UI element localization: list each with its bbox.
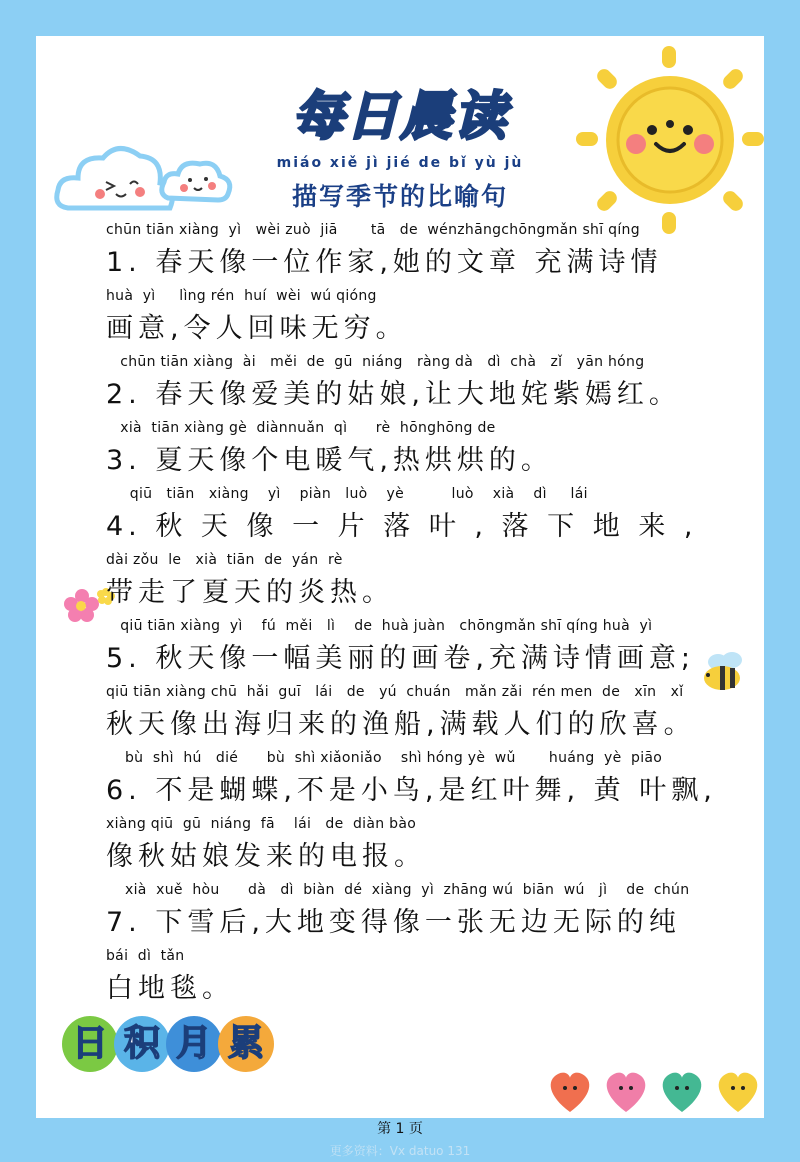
pinyin-line: bù shì hú dié bù shì xiǎoniǎo shì hóng yè wǔ huáng yè piāo [106,750,663,766]
page-number: 第 1 页 [377,1121,423,1137]
stamp-char: 日 [62,1016,118,1072]
page-title: 每日晨读 [291,87,508,147]
sentence-line: 画意,令人回味无穷。 [106,313,408,344]
sentence-line: 2. 春天像爱美的姑娘,让大地姹紫嫣红。 [106,379,681,410]
sentence-line: 6. 不是蝴蝶,不是小鸟,是红叶舞, 黄 叶飘, [106,775,717,806]
pinyin-line: xiàng qiū gū niáng fā lái de diàn bào [106,816,417,832]
sentence-line: 带走了夏天的炎热。 [106,577,394,608]
watermark: 更多资料：Vx datuo 131 [329,1144,471,1158]
daily-accumulation-stamp [62,1016,278,1072]
pinyin-line: chūn tiān xiàng yì wèi zuò jiā tā de wénzhāngchōngmǎn shī qíng [106,222,640,238]
stamp-char: 积 [114,1016,170,1072]
pinyin-line: chūn tiān xiàng ài měi de gū niáng ràng dà dì chà zǐ yān hóng [106,354,645,370]
sentence-line: 像秋姑娘发来的电报。 [106,841,426,872]
pinyin-line: xià tiān xiàng gè diànnuǎn qì rè hōnghōng de [106,420,496,436]
subtitle-pinyin: miáo xiě jì jié de bǐ yù jù [276,155,524,171]
sentence-line: 4. 秋 天 像 一 片 落 叶 , 落 下 地 来 , [106,511,698,542]
pinyin-line: bái dì tǎn [106,948,185,964]
pinyin-line: qiū tiān xiàng chū hǎi guī lái de yú chuán mǎn zǎi rén men de xīn xǐ [106,684,684,700]
pinyin-line: qiū tiān xiàng yì piàn luò yè luò xià dì lái [106,486,588,502]
stamp-char: 累 [218,1016,274,1072]
subtitle: 描写季节的比喻句 [291,182,508,211]
pinyin-line: xià xuě hòu dà dì biàn dé xiàng yì zhāng wú biān wú jì de chún [106,882,690,898]
stamp-char: 月 [166,1016,222,1072]
sentence-line: 3. 夏天像个电暖气,热烘烘的。 [106,445,553,476]
sentence-line: 5. 秋天像一幅美丽的画卷,充满诗情画意; [106,643,696,674]
sentence-line: 白地毯。 [106,973,234,1004]
heart-icon [546,1062,766,1118]
pinyin-line: dài zǒu le xià tiān de yán rè [106,552,343,568]
pinyin-line: huà yì lìng rén huí wèi wú qióng [106,288,377,304]
sentence-line: 秋天像出海归来的渔船,满载人们的欣喜。 [106,709,696,740]
sentence-line: 7. 下雪后,大地变得像一张无边无际的纯 [106,907,681,938]
sentence-line: 1. 春天像一位作家,她的文章 充满诗情 [106,247,663,278]
pinyin-line: qiū tiān xiàng yì fú měi lì de huà juàn chōngmǎn shī qíng huà yì [106,618,653,634]
bee-icon [690,648,750,696]
